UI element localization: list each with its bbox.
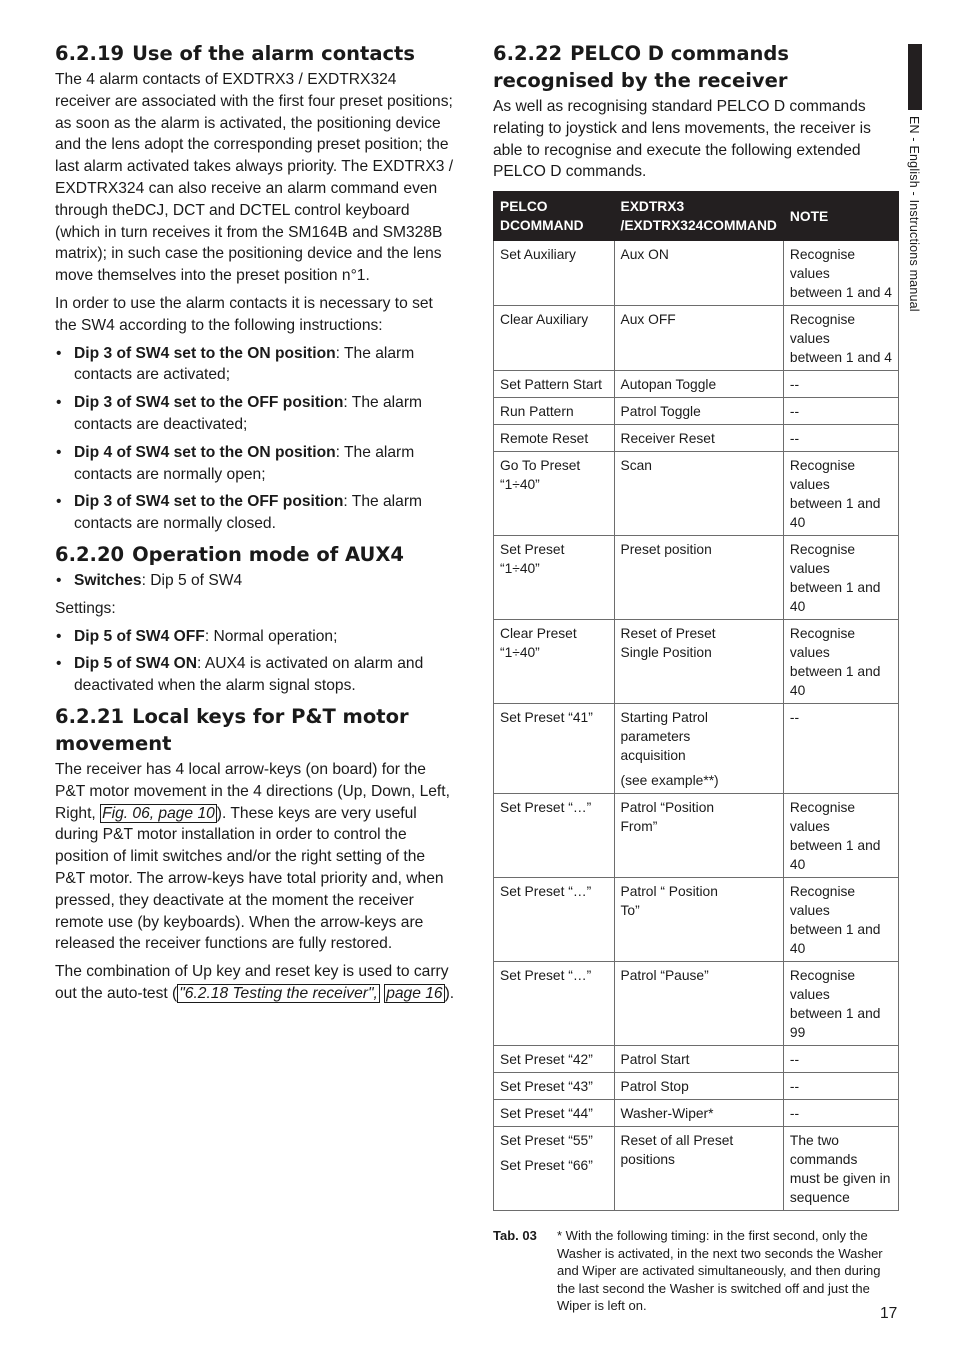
- table-cell: [494, 1046, 615, 1073]
- cell-line: --: [789, 431, 800, 447]
- paragraph: The 4 alarm contacts of EXDTRX3 / EXDTRX324 receiver are associated with the first four preset positions; as soon as the alarm is activated, the positioning device and the lens adopt the corresponding preset position; the last alarm activated takes always priority. The EXDTRX3 / EXDTRX324 can also receive an alarm command even through theDCJ, DCT and DCTEL control keyboard (which in turn receives it from the SM164B and SM328B matrix); in such case the positioning device and the lens move themselves into the preset position n°1.: [55, 71, 454, 285]
- paragraph: As well as recognising standard PELCO D commands relating to joystick and lens movements, the receiver is able to recognise and execute the following extended PELCO D commands.: [493, 98, 871, 181]
- cell-line: To”: [620, 903, 640, 919]
- table-row: [494, 536, 899, 620]
- cell-line: Set Preset “43”: [500, 1079, 593, 1095]
- section-6-2-21: [55, 703, 455, 1005]
- table-cell: [494, 1100, 615, 1127]
- cell-line: Set Preset “…”: [500, 884, 592, 900]
- table-cell: [614, 794, 783, 878]
- table-cell: [783, 371, 898, 398]
- table-cell: [783, 306, 898, 371]
- cell-line: Receiver Reset: [620, 431, 715, 447]
- cell-line: Go To Preset: [500, 458, 581, 474]
- cell-line: between 1 and 40: [789, 664, 881, 699]
- table-cell: [614, 1127, 783, 1211]
- cell-line: --: [789, 404, 800, 420]
- column-header: [494, 192, 615, 241]
- cell-line: Reset of all Preset: [620, 1133, 734, 1149]
- table-row: [494, 962, 899, 1046]
- cell-line: Patrol Stop: [620, 1079, 689, 1095]
- section-heading: 6.2.20 Operation mode of AUX4: [55, 542, 404, 566]
- table-cell: [494, 398, 615, 425]
- page-link[interactable]: page 16: [386, 984, 443, 1002]
- table-row: [494, 620, 899, 704]
- table-cell: [614, 962, 783, 1046]
- list-item: • Dip 5 of SW4 OFF: Normal operation;: [55, 626, 455, 648]
- cell-line: Run Pattern: [500, 404, 574, 420]
- table-row: [494, 241, 899, 306]
- table-cell: [614, 241, 783, 306]
- section-6-2-19: [55, 40, 455, 535]
- table-cell: [494, 452, 615, 536]
- cell-line: Starting Patrol: [620, 710, 708, 726]
- table-cell: [783, 536, 898, 620]
- cell-line: Clear Preset: [500, 626, 577, 642]
- list-item: • Switches: Dip 5 of SW4: [55, 570, 455, 592]
- cell-line: between 1 and 40: [789, 496, 881, 531]
- cell-line: acquisition: [620, 748, 686, 764]
- list-item: • Dip 3 of SW4 set to the OFF position: The alarm contacts are normally closed.: [55, 491, 455, 535]
- list-item: • Dip 3 of SW4 set to the ON position: The alarm contacts are activated;: [55, 343, 455, 387]
- table-cell: [494, 536, 615, 620]
- table-row: [494, 452, 899, 536]
- cell-line: COMMAND: [509, 218, 584, 234]
- cell-line: Recognise values: [789, 247, 856, 282]
- column-header: [614, 192, 783, 241]
- cell-line: COMMAND: [703, 218, 777, 234]
- table-cell: [494, 962, 615, 1046]
- cell-line: Preset position: [620, 542, 712, 558]
- cell-line: Recognise values: [789, 968, 856, 1003]
- table-cell: [614, 704, 783, 794]
- cell-line: PELCO D: [500, 199, 548, 234]
- table-cell: [614, 1073, 783, 1100]
- list-item: • Dip 3 of SW4 set to the OFF position: The alarm contacts are deactivated;: [55, 392, 455, 436]
- cell-line: --: [789, 710, 800, 726]
- section-link[interactable]: "6.2.18 Testing the receiver",: [179, 984, 378, 1002]
- table-footnote: * With the following timing: in the first second, only the Washer is activated, in the next two seconds the Washer and Wiper are activated simultaneously, and then during the last second the Washer is switched off and just the Wiper is left on.: [557, 1228, 883, 1314]
- table-cell: [614, 620, 783, 704]
- cell-line: Autopan Toggle: [620, 377, 717, 393]
- cell-line: positions: [620, 1152, 675, 1168]
- left-column: [55, 40, 455, 1011]
- cell-line: between 1 and 4: [789, 285, 892, 301]
- table-cell: [783, 398, 898, 425]
- table-cell: [614, 306, 783, 371]
- cell-line: “1÷40”: [500, 477, 540, 493]
- cell-line: Washer-Wiper*: [620, 1106, 714, 1122]
- table-cell: [783, 704, 898, 794]
- cell-line: Recognise values: [789, 458, 856, 493]
- cell-line: Set Preset “55”: [500, 1133, 593, 1149]
- table-cell: [614, 1100, 783, 1127]
- table-cell: [783, 1100, 898, 1127]
- table-cell: [783, 452, 898, 536]
- table-row: [494, 878, 899, 962]
- table-cell: [783, 1046, 898, 1073]
- cell-line: Recognise values: [789, 884, 856, 919]
- paragraph: Settings:: [55, 599, 116, 617]
- paragraph: The combination of Up key and reset key is used to carry out the auto-test ( "6.2.18 Testing the receiver", page 16 ).: [55, 963, 455, 1002]
- cell-line: Set Preset “41”: [500, 710, 593, 726]
- cell-line: Patrol “Position: [620, 800, 715, 816]
- cell-line: Clear Auxiliary: [500, 312, 589, 328]
- table-row: [494, 1046, 899, 1073]
- cell-line: Reset of Preset: [620, 626, 716, 642]
- table-cell: [783, 794, 898, 878]
- cell-line: NOTE: [789, 208, 829, 224]
- cell-line: Single Position: [620, 645, 712, 661]
- cell-line: --: [789, 377, 800, 393]
- table-cell: [494, 425, 615, 452]
- cell-line: Set Pattern Start: [500, 377, 602, 393]
- cell-line: Patrol “Pause”: [620, 968, 709, 984]
- table-cell: [614, 371, 783, 398]
- table-cell: [494, 1127, 615, 1211]
- paragraph: In order to use the alarm contacts it is necessary to set the SW4 according to the following instructions:: [55, 294, 433, 334]
- table-row: [494, 371, 899, 398]
- cell-line: --: [789, 1079, 800, 1095]
- figure-link[interactable]: Fig. 06, page 10: [102, 804, 215, 822]
- table-row: [494, 794, 899, 878]
- table-cell: [783, 878, 898, 962]
- table-cell: [494, 620, 615, 704]
- cell-line: between 1 and 99: [789, 1006, 881, 1041]
- cell-line: Set Auxiliary: [500, 247, 576, 263]
- cell-line: between 1 and 40: [789, 838, 881, 873]
- cell-line: Scan: [620, 458, 652, 474]
- right-column: [493, 40, 899, 1315]
- table-row: [494, 704, 899, 794]
- cell-line: Set Preset “…”: [500, 968, 592, 984]
- cell-line: Recognise values: [789, 312, 856, 347]
- column-header: [783, 192, 898, 241]
- cell-line: --: [789, 1106, 800, 1122]
- table-row: [494, 1073, 899, 1100]
- table-cell: [614, 1046, 783, 1073]
- section-heading: 6.2.22 PELCO D commands recognised by the receiver: [493, 42, 789, 92]
- table-cell: [614, 425, 783, 452]
- table-cell: [614, 398, 783, 425]
- section-heading: 6.2.19 Use of the alarm contacts: [55, 42, 415, 65]
- side-language-label: EN - English - Instructions manual: [907, 116, 921, 312]
- cell-line: EXDTRX324: [624, 218, 704, 234]
- cell-line: between 1 and 40: [789, 580, 881, 615]
- table-row: [494, 306, 899, 371]
- cell-line: must be given in: [789, 1171, 891, 1187]
- list-item: • Dip 5 of SW4 ON: AUX4 is activated on alarm and deactivated when the alarm signal stops.: [55, 653, 455, 697]
- paragraph: The receiver has 4 local arrow-keys (on board) for the P&T motor movement in the 4 directions (Up, Down, Left, Right, Fig. 06, page 10 ). These keys are very useful during P&T motor installation in order to control the position of limit switches and/or the right setting of the P&T motor. The arrow-keys have total priority and, when pressed, they deactivate at the moment the receiver remote use (by keyboards). When the arrow-keys are released the receiver functions are fully restored.: [55, 760, 450, 953]
- cell-line: Set Preset “44”: [500, 1106, 593, 1122]
- cell-line: Patrol Start: [620, 1052, 690, 1068]
- cell-line: From”: [620, 819, 658, 835]
- table-header-row: [494, 192, 899, 241]
- table-cell: [494, 371, 615, 398]
- table-row: [494, 398, 899, 425]
- cell-line: Set Preset “…”: [500, 800, 592, 816]
- cell-line: commands: [789, 1152, 858, 1168]
- cell-line: (see example**): [620, 773, 719, 789]
- table-cell: [783, 620, 898, 704]
- cell-line: Set Preset “1÷40”: [500, 542, 565, 577]
- table-row: [494, 1100, 899, 1127]
- table-cell: [614, 452, 783, 536]
- table-caption: [493, 1227, 899, 1315]
- pelco-commands-table: [493, 191, 899, 1211]
- table-cell: [783, 1127, 898, 1211]
- bullet-list: [55, 343, 455, 535]
- cell-line: EXDTRX3 /: [620, 199, 685, 234]
- table-cell: [494, 878, 615, 962]
- table-cell: [783, 241, 898, 306]
- table-cell: [494, 306, 615, 371]
- bullet-list: [55, 570, 455, 592]
- cell-line: --: [789, 1052, 800, 1068]
- table-cell: [494, 241, 615, 306]
- side-tab-marker: [908, 44, 922, 110]
- table-cell: [783, 962, 898, 1046]
- section-heading: 6.2.21 Local keys for P&T motor movement: [55, 704, 409, 755]
- cell-line: Recognise values: [789, 800, 856, 835]
- cell-line: Set Preset “66”: [500, 1158, 593, 1174]
- cell-line: Recognise values: [789, 542, 856, 577]
- cell-line: Recognise values: [789, 626, 856, 661]
- table-cell: [614, 878, 783, 962]
- cell-line: between 1 and 4: [789, 350, 892, 366]
- cell-line: Aux ON: [620, 247, 669, 263]
- cell-line: Aux OFF: [620, 312, 676, 328]
- cell-line: parameters: [620, 729, 691, 745]
- table-cell: [494, 794, 615, 878]
- table-label: Tab. 03: [493, 1228, 537, 1244]
- bullet-list: [55, 626, 455, 697]
- cell-line: sequence: [789, 1190, 850, 1206]
- table-cell: [494, 1073, 615, 1100]
- table-body: [494, 241, 899, 1211]
- table-cell: [494, 704, 615, 794]
- list-item: • Dip 4 of SW4 set to the ON position: The alarm contacts are normally open;: [55, 442, 455, 486]
- table-cell: [783, 1073, 898, 1100]
- table-row: [494, 425, 899, 452]
- cell-line: between 1 and 40: [789, 922, 881, 957]
- cell-line: Remote Reset: [500, 431, 589, 447]
- section-6-2-20: [55, 541, 455, 697]
- table-cell: [783, 425, 898, 452]
- cell-line: The two: [789, 1133, 839, 1149]
- table-row: [494, 1127, 899, 1211]
- cell-line: “1÷40”: [500, 645, 540, 661]
- table-cell: [614, 536, 783, 620]
- page-number: 17: [880, 1305, 898, 1322]
- cell-line: Patrol Toggle: [620, 404, 701, 420]
- cell-line: Set Preset “42”: [500, 1052, 593, 1068]
- cell-line: Patrol “ Position: [620, 884, 718, 900]
